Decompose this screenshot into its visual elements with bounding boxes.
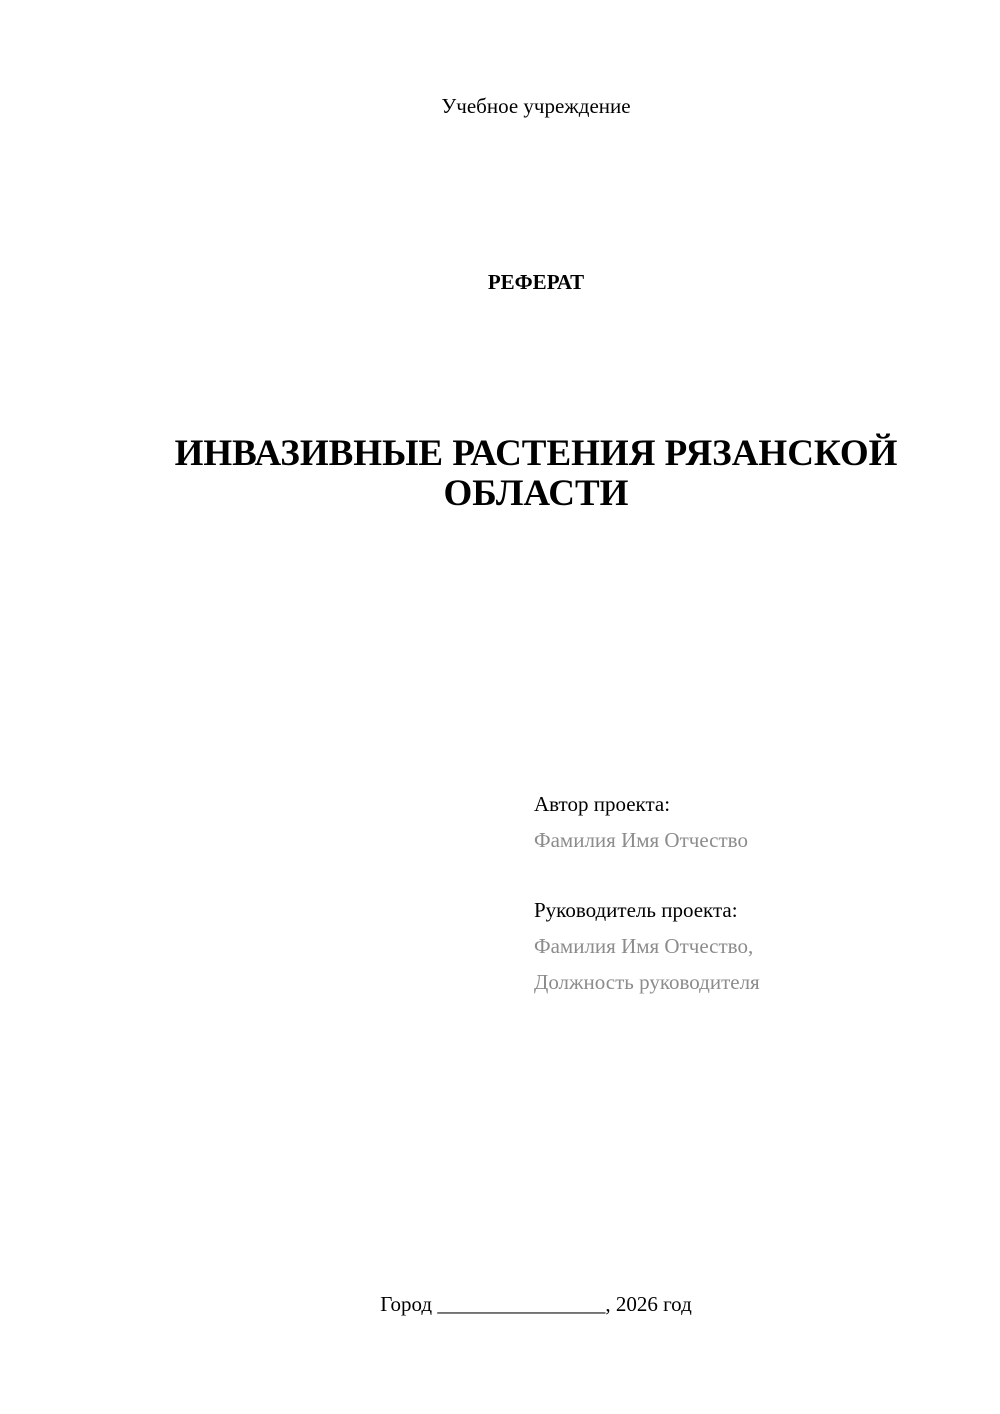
document-type: РЕФЕРАТ — [487, 270, 585, 294]
supervisor-block — [534, 892, 974, 1000]
document-title — [130, 434, 942, 514]
document-title-line-2: ОБЛАСТИ — [443, 473, 629, 514]
supervisor-name: Фамилия Имя Отчество, — [534, 934, 754, 958]
supervisor-position: Должность руководителя — [534, 970, 760, 994]
author-name: Фамилия Имя Отчество — [534, 828, 748, 852]
supervisor-label: Руководитель проекта: — [534, 898, 738, 922]
author-block — [534, 786, 974, 858]
institution-name: Учебное учреждение — [441, 94, 631, 118]
city-year-line: Город ________________, 2026 год — [380, 1292, 692, 1316]
author-label: Автор проекта: — [534, 792, 671, 816]
document-title-line-1: ИНВАЗИВНЫЕ РАСТЕНИЯ РЯЗАНСКОЙ — [174, 433, 898, 474]
